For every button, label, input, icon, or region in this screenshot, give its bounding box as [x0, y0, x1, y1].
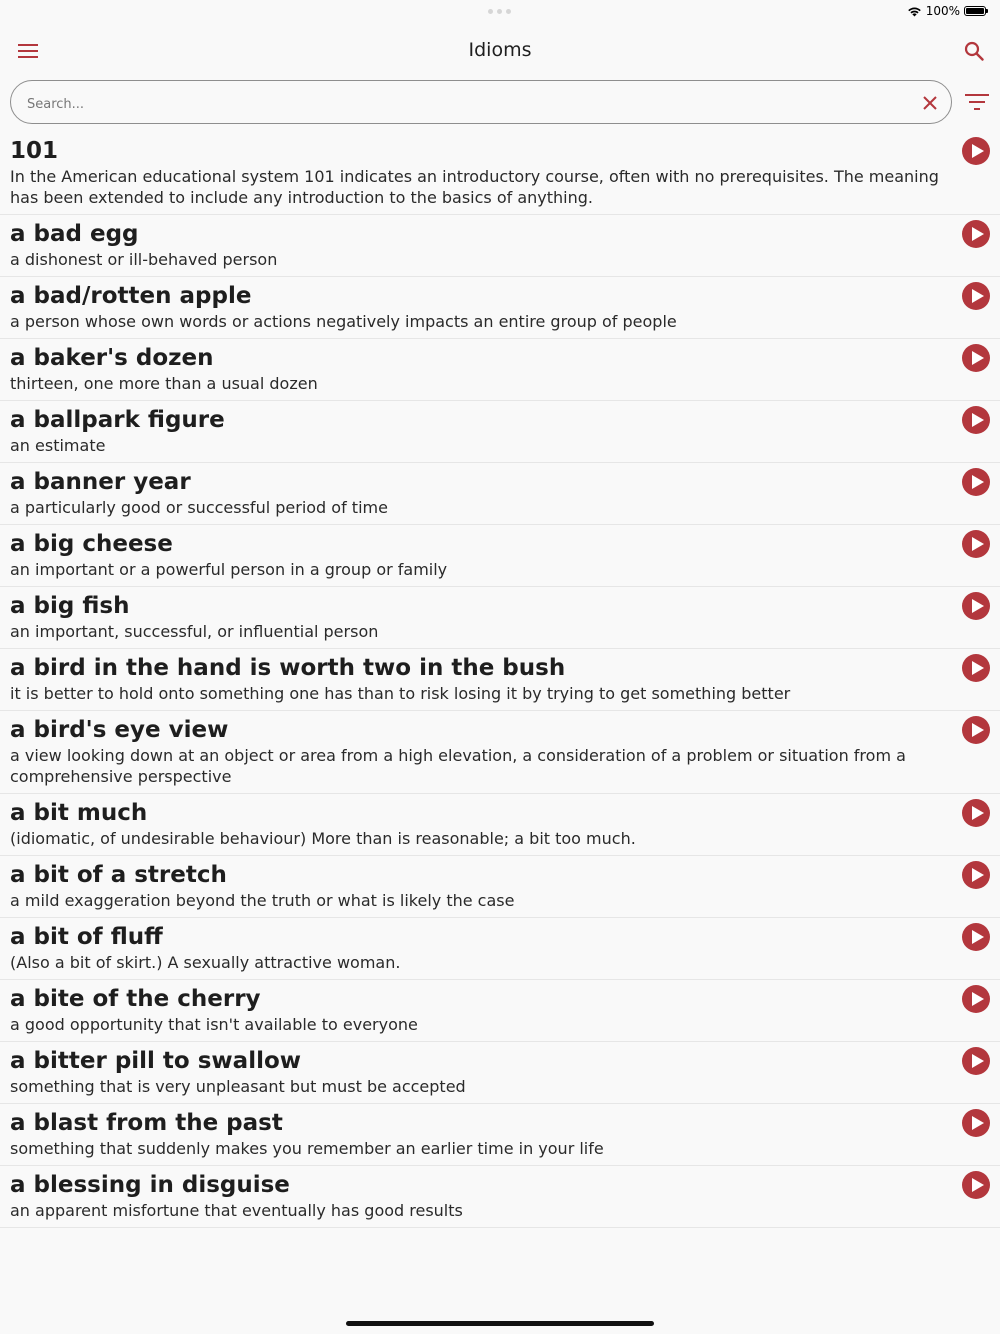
play-audio-button[interactable]: [962, 985, 990, 1013]
play-audio-button[interactable]: [962, 406, 990, 434]
search-icon: [964, 41, 984, 61]
idiom-meaning: something that is very unpleasant but must be accepted: [10, 1077, 466, 1096]
idiom-term: a big fish: [10, 593, 130, 619]
idiom-meaning: an apparent misfortune that eventually has good results: [10, 1201, 463, 1220]
idiom-meaning: something that suddenly makes you remember an earlier time in your life: [10, 1139, 604, 1158]
search-row: [10, 80, 990, 124]
idiom-term: a bit of a stretch: [10, 862, 227, 888]
page-title: Idioms: [468, 39, 532, 61]
list-item[interactable]: [0, 277, 1000, 339]
list-item[interactable]: [0, 587, 1000, 649]
idiom-term: a big cheese: [10, 531, 173, 557]
idiom-term: a bit much: [10, 800, 148, 826]
play-icon: [972, 144, 984, 158]
play-audio-button[interactable]: [962, 344, 990, 372]
play-audio-button[interactable]: [962, 1109, 990, 1137]
list-item[interactable]: [0, 649, 1000, 711]
idiom-term: a ballpark figure: [10, 407, 225, 433]
clear-search-button[interactable]: [921, 94, 939, 112]
status-indicators: [907, 4, 986, 18]
play-audio-button[interactable]: [962, 282, 990, 310]
play-icon: [972, 475, 984, 489]
idiom-meaning: a good opportunity that isn't available to everyone: [10, 1015, 418, 1034]
home-indicator[interactable]: [346, 1321, 654, 1326]
idiom-meaning: a dishonest or ill-behaved person: [10, 250, 278, 269]
list-item[interactable]: [0, 794, 1000, 856]
play-icon: [972, 1054, 984, 1068]
idiom-list[interactable]: [0, 132, 1000, 1314]
list-item[interactable]: [0, 918, 1000, 980]
idiom-meaning: it is better to hold onto something one has than to risk losing it by trying to get something better: [10, 684, 791, 703]
play-audio-button[interactable]: [962, 799, 990, 827]
play-icon: [972, 723, 984, 737]
idiom-meaning: a view looking down at an object or area from a high elevation, a consideration of a problem or situation from a comprehensive perspective: [10, 746, 906, 786]
list-item[interactable]: [0, 215, 1000, 277]
list-item[interactable]: [0, 1166, 1000, 1228]
list-item[interactable]: [0, 711, 1000, 794]
play-icon: [972, 930, 984, 944]
status-bar: [0, 0, 1000, 24]
play-audio-button[interactable]: [962, 716, 990, 744]
idiom-meaning: a particularly good or successful period of time: [10, 498, 388, 517]
list-item[interactable]: [0, 1042, 1000, 1104]
list-item[interactable]: [0, 980, 1000, 1042]
idiom-term: a banner year: [10, 469, 191, 495]
play-audio-button[interactable]: [962, 592, 990, 620]
play-audio-button[interactable]: [962, 530, 990, 558]
idiom-term: a bit of fluff: [10, 924, 163, 950]
play-icon: [972, 227, 984, 241]
play-icon: [972, 351, 984, 365]
play-icon: [972, 661, 984, 675]
close-icon: [923, 96, 937, 110]
idiom-term: a bird in the hand is worth two in the bush: [10, 655, 566, 681]
navigation-bar: [0, 28, 1000, 74]
multitask-handle[interactable]: [488, 9, 511, 14]
list-item[interactable]: [0, 401, 1000, 463]
play-audio-button[interactable]: [962, 468, 990, 496]
idiom-meaning: a person whose own words or actions negatively impacts an entire group of people: [10, 312, 677, 331]
idiom-term: a blast from the past: [10, 1110, 283, 1136]
play-audio-button[interactable]: [962, 654, 990, 682]
wifi-icon: [907, 6, 922, 17]
play-icon: [972, 289, 984, 303]
play-icon: [972, 868, 984, 882]
battery-icon: [964, 6, 986, 16]
play-icon: [972, 1178, 984, 1192]
battery-percent: 100%: [925, 4, 960, 18]
play-audio-button[interactable]: [962, 861, 990, 889]
idiom-meaning: (Also a bit of skirt.) A sexually attractive woman.: [10, 953, 401, 972]
play-icon: [972, 599, 984, 613]
filter-button[interactable]: [964, 91, 990, 113]
list-item[interactable]: [0, 856, 1000, 918]
idiom-meaning: thirteen, one more than a usual dozen: [10, 374, 318, 393]
play-icon: [972, 806, 984, 820]
list-item[interactable]: [0, 132, 1000, 215]
idiom-term: a bird's eye view: [10, 717, 229, 743]
play-icon: [972, 992, 984, 1006]
list-item[interactable]: [0, 463, 1000, 525]
play-audio-button[interactable]: [962, 1171, 990, 1199]
battery-level: [966, 8, 984, 14]
play-icon: [972, 537, 984, 551]
idiom-meaning: an important or a powerful person in a group or family: [10, 560, 448, 579]
list-item[interactable]: [0, 1104, 1000, 1166]
idiom-meaning: In the American educational system 101 indicates an introductory course, often with no prerequisites. The meaning has been extended to include any introduction to the basics of anything.: [10, 167, 939, 207]
play-icon: [972, 413, 984, 427]
play-audio-button[interactable]: [962, 137, 990, 165]
idiom-term: a bite of the cherry: [10, 986, 261, 1012]
search-button[interactable]: [960, 37, 988, 65]
play-audio-button[interactable]: [962, 220, 990, 248]
idiom-meaning: a mild exaggeration beyond the truth or what is likely the case: [10, 891, 515, 910]
idiom-term: a bad egg: [10, 221, 139, 247]
list-item[interactable]: [0, 339, 1000, 401]
filter-icon: [965, 94, 989, 110]
play-audio-button[interactable]: [962, 923, 990, 951]
idiom-meaning: (idiomatic, of undesirable behaviour) More than is reasonable; a bit too much.: [10, 829, 636, 848]
idiom-meaning: an important, successful, or influential person: [10, 622, 379, 641]
idiom-term: a bad/rotten apple: [10, 283, 252, 309]
idiom-term: 101: [10, 138, 59, 164]
search-field[interactable]: [10, 80, 952, 124]
play-icon: [972, 1116, 984, 1130]
search-input[interactable]: [25, 91, 909, 117]
play-audio-button[interactable]: [962, 1047, 990, 1075]
idiom-term: a bitter pill to swallow: [10, 1048, 302, 1074]
idiom-term: a blessing in disguise: [10, 1172, 290, 1198]
idiom-meaning: an estimate: [10, 436, 106, 455]
idiom-term: a baker's dozen: [10, 345, 214, 371]
list-item[interactable]: [0, 525, 1000, 587]
